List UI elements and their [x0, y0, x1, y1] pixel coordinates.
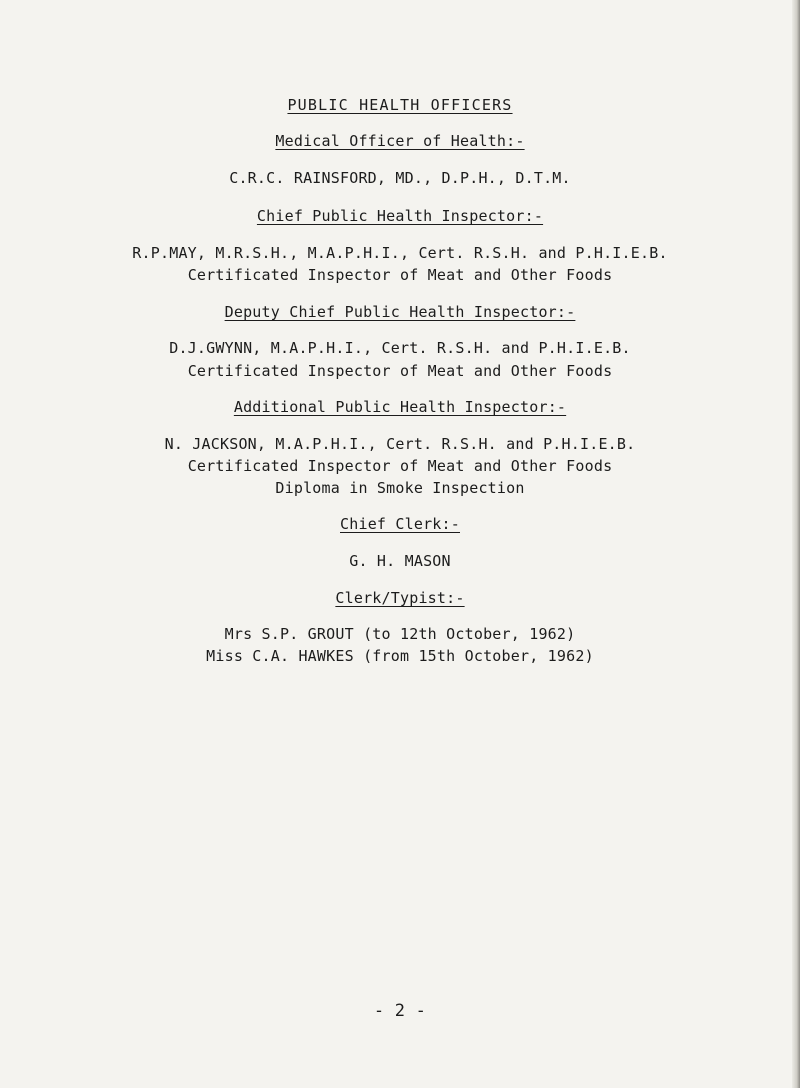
section-heading-deputy-inspector: Deputy Chief Public Health Inspector:-: [224, 303, 576, 321]
clerk-typist-2: Miss C.A. HAWKES (from 15th October, 1962): [206, 647, 594, 665]
chief-inspector-qualification: Certificated Inspector of Meat and Other Foods: [187, 266, 613, 284]
page-edge-shadow: [792, 0, 800, 1088]
additional-inspector-diploma: Diploma in Smoke Inspection: [275, 479, 525, 497]
additional-inspector-qualification: Certificated Inspector of Meat and Other Foods: [187, 457, 613, 475]
additional-inspector-name: N. JACKSON, M.A.P.H.I., Cert. R.S.H. and P.H.I.E.B.: [164, 435, 636, 453]
page-title: PUBLIC HEALTH OFFICERS: [287, 96, 513, 114]
section-heading-clerk-typist: Clerk/Typist:-: [335, 589, 465, 607]
page-number: - 2 -: [373, 1001, 427, 1021]
clerk-typist-1: Mrs S.P. GROUT (to 12th October, 1962): [224, 625, 576, 643]
chief-inspector-name: R.P.MAY, M.R.S.H., M.A.P.H.I., Cert. R.S.H. and P.H.I.E.B.: [132, 244, 668, 262]
section-heading-additional-inspector: Additional Public Health Inspector:-: [233, 398, 567, 416]
section-heading-chief-clerk: Chief Clerk:-: [340, 515, 460, 533]
chief-clerk-name: G. H. MASON: [349, 552, 451, 570]
section-heading-chief-inspector: Chief Public Health Inspector:-: [256, 207, 544, 225]
medical-officer-name: C.R.C. RAINSFORD, MD., D.P.H., D.T.M.: [229, 169, 571, 187]
deputy-inspector-qualification: Certificated Inspector of Meat and Other Foods: [187, 362, 613, 380]
section-heading-medical-officer: Medical Officer of Health:-: [275, 132, 525, 150]
deputy-inspector-name: D.J.GWYNN, M.A.P.H.I., Cert. R.S.H. and P.H.I.E.B.: [169, 339, 631, 357]
